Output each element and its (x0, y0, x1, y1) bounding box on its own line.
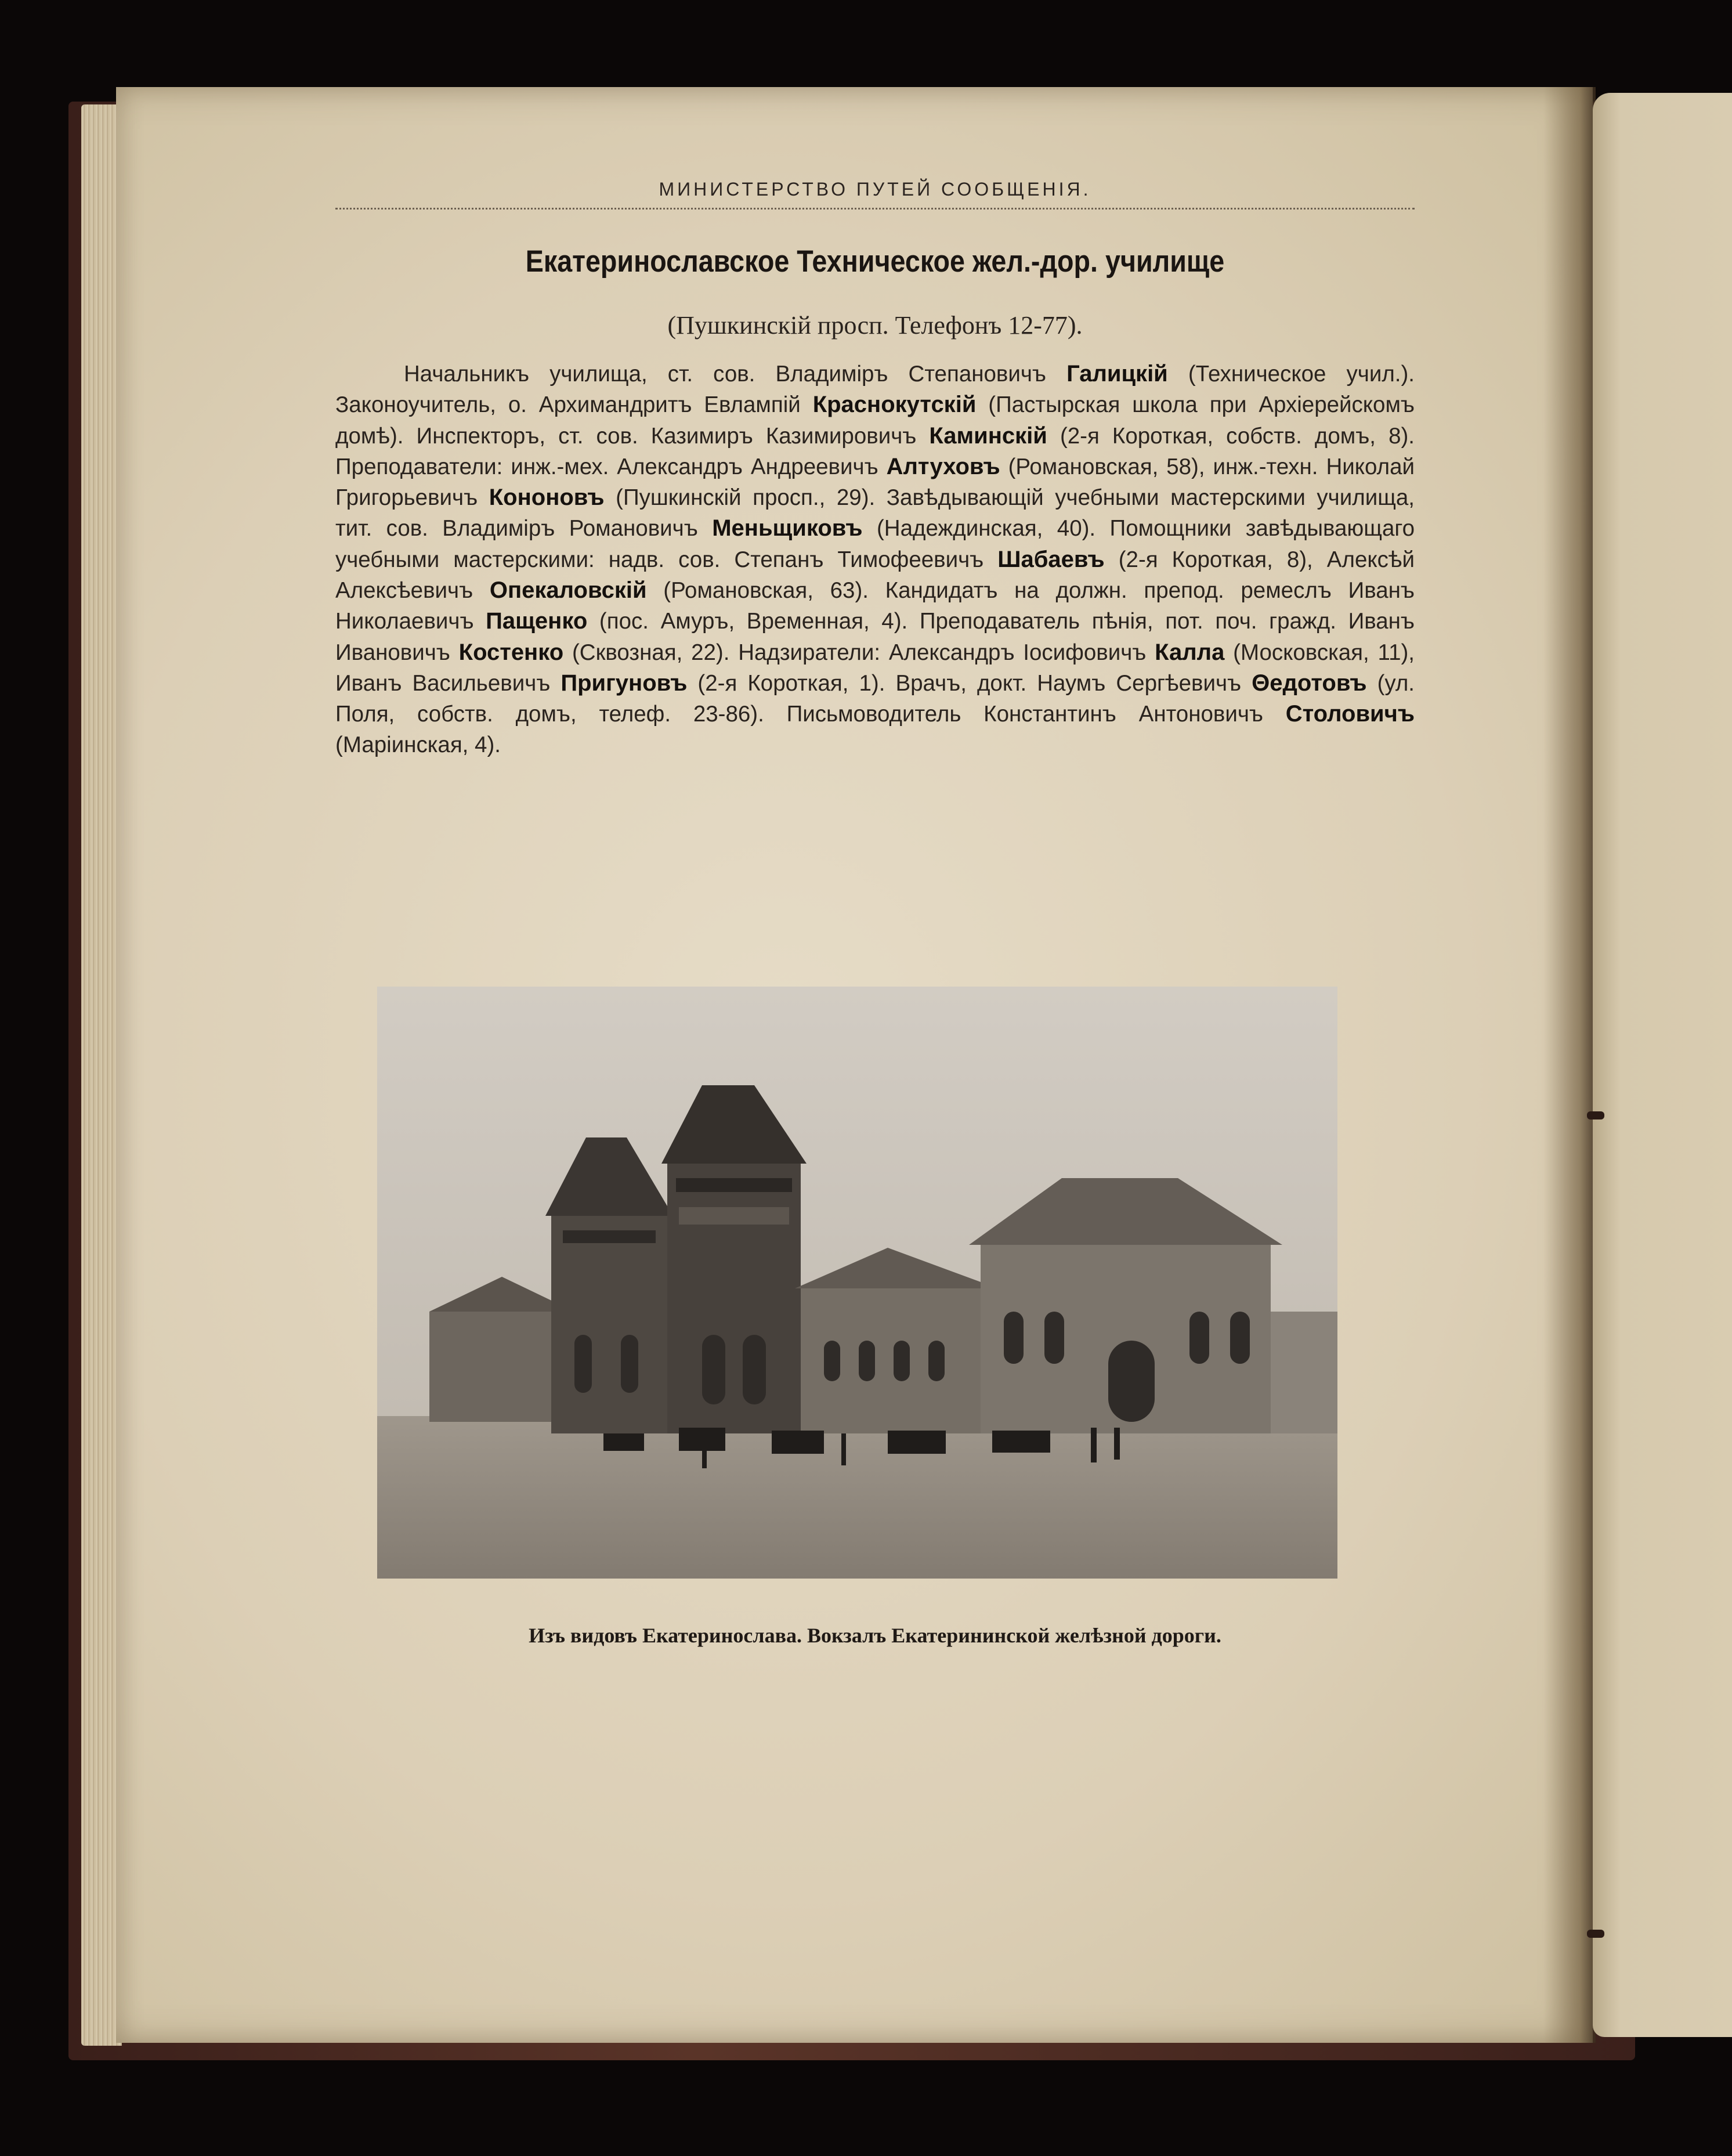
paragraph-text: (Романовская, 63). Кандидатъ на должн. препод. ремеслъ Иванъ Николаевичъ (335, 578, 1415, 634)
person-surname: Пригуновъ (561, 670, 688, 696)
paragraph-text: (Надеждинская, 40). Помощники завѣдывающаго учебными мастерскими: надв. сов. Степанъ Тимофеевичъ (335, 516, 1415, 572)
paragraph-text: (Пушкинскій просп., 29). Завѣдывающій учебными мастерскими училища, тит. сов. Владиміръ Романовичъ (335, 485, 1415, 541)
person-surname: Столовичъ (1285, 701, 1415, 727)
person-surname: Меньщиковъ (712, 515, 863, 541)
person-surname: Θедотовъ (1252, 670, 1367, 696)
photo-caption: Изъ видовъ Екатеринослава. Вокзалъ Екатерининской желѣзной дороги. (529, 1624, 1221, 1647)
paragraph-text: (Московская, 11), Иванъ Васильевичъ (335, 640, 1415, 696)
facing-page-edge (1593, 93, 1732, 2037)
article-subtitle: (Пушкинскій просп. Телефонъ 12-77). (667, 311, 1083, 340)
paragraph-text: (Сквозная, 22). Надзиратели: Александръ Іосифовичъ (563, 640, 1155, 665)
person-surname: Опекаловскій (489, 577, 647, 604)
person-surname: Краснокутскій (812, 392, 977, 418)
paragraph-text: (пос. Амуръ, Временная, 4). Преподаватель пѣнія, пот. поч. гражд. Иванъ Ивановичъ (335, 609, 1415, 665)
article-title: Екатеринославское Техническое жел.-дор. училище (525, 244, 1225, 279)
header-rule (335, 208, 1415, 213)
running-head: МИНИСТЕРСТВО ПУТЕЙ СООБЩЕНІЯ. (659, 179, 1091, 200)
person-surname: Пащенко (486, 608, 588, 634)
paragraph-text: (2-я Короткая, 1). Врачъ, докт. Наумъ Сергѣевичъ (687, 670, 1252, 696)
paragraph-text: Начальникъ училища, ст. сов. Владиміръ Степановичъ (404, 362, 1067, 387)
paragraph-text: (2-я Короткая, 8), Алексѣй Алексѣевичъ (335, 547, 1415, 604)
paragraph-text: (Романовская, 58), инж.-техн. Николай Григорьевичъ (335, 454, 1415, 511)
person-surname: Каминскій (929, 422, 1047, 449)
binding-stitch (1587, 1111, 1604, 1119)
paragraph-text: (Пастырская школа при Архіерейскомъ домѣ). Инспекторъ, ст. сов. Казимиръ Казимировичъ (335, 392, 1415, 449)
article-paragraph (335, 359, 1415, 760)
person-surname: Калла (1155, 639, 1225, 665)
person-surname: Галицкій (1066, 361, 1168, 387)
binding-stitch (1587, 1930, 1604, 1938)
page-gutter-shadow (1543, 87, 1596, 2043)
person-surname: Костенко (458, 639, 564, 665)
person-surname: Шабаевъ (997, 546, 1105, 572)
paragraph-text: (Маріинская, 4). (335, 732, 501, 757)
station-illustration (377, 987, 1337, 1579)
station-photograph (377, 987, 1337, 1579)
paragraph-text: (2-я Короткая, собств. домъ, 8). Преподаватели: инж.-мех. Александръ Андреевичъ (335, 423, 1415, 479)
person-surname: Кононовъ (489, 485, 605, 511)
paragraph-text: (Техническое учил.). Законоучитель, о. Архимандритъ Евлампій (335, 362, 1415, 418)
person-surname: Алтуховъ (886, 453, 1000, 479)
paragraph-text: (ул. Поля, собств. домъ, телеф. 23-86). Письмоводитель Константинъ Антоновичъ (335, 670, 1415, 727)
